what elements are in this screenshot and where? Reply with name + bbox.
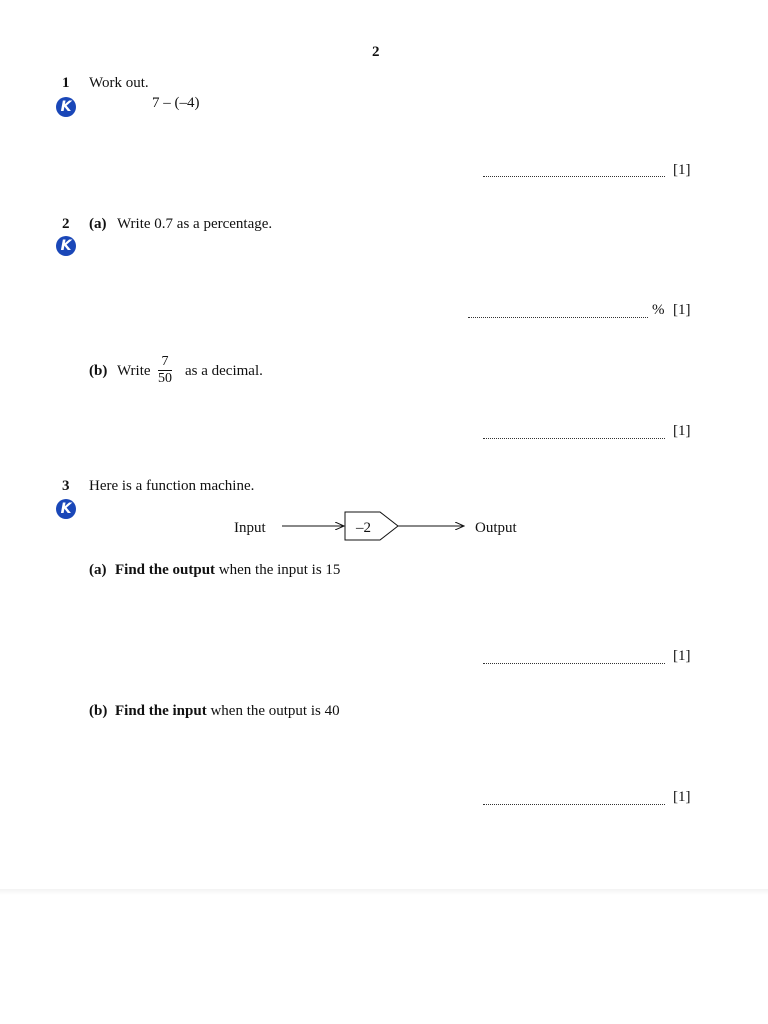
question-2-number: 2 [62, 216, 70, 232]
question-2a-unit: % [652, 302, 665, 318]
page-bottom-edge [0, 889, 768, 895]
question-2b-answer-line[interactable] [483, 437, 665, 439]
question-3b-text-bold: Find the input [115, 703, 207, 719]
page-number: 2 [372, 44, 380, 60]
function-machine-output-label: Output [475, 520, 517, 536]
operation-box [345, 512, 398, 540]
k-badge-icon: K [56, 236, 76, 256]
question-2a-answer-line[interactable] [468, 316, 648, 318]
question-3a-text-rest: when the input is 15 [215, 562, 341, 578]
question-2a-mark: [1] [673, 302, 691, 318]
question-1-prompt: Work out. [89, 75, 149, 91]
question-3a-label: (a) [89, 562, 107, 578]
question-3a-mark: [1] [673, 648, 691, 664]
question-3a-answer-line[interactable] [483, 662, 665, 664]
fraction-numerator: 7 [161, 354, 169, 369]
question-3b-label: (b) [89, 703, 108, 719]
question-3-prompt: Here is a function machine. [89, 478, 255, 494]
question-3-number: 3 [62, 478, 70, 494]
question-1-mark: [1] [673, 162, 691, 178]
question-3a-text-bold: Find the output [115, 562, 216, 578]
function-machine-input-label: Input [234, 520, 266, 536]
question-2b-text-before: Write [117, 363, 151, 379]
question-2b-label: (b) [89, 363, 108, 379]
question-3b-mark: [1] [673, 789, 691, 805]
question-1-number: 1 [62, 75, 70, 91]
question-3a-text [115, 562, 340, 579]
function-machine-operation: –2 [356, 520, 371, 536]
question-2a-text: Write 0.7 as a percentage. [117, 216, 273, 232]
question-1-expression: 7 – (–4) [152, 95, 200, 111]
question-2a-label: (a) [89, 216, 107, 232]
fraction-denominator: 50 [158, 371, 172, 386]
question-3b-text-rest: when the output is 40 [206, 703, 340, 719]
question-2b-fraction [158, 355, 172, 386]
question-2b-text-after: as a decimal. [185, 363, 263, 379]
k-badge-icon: K [56, 97, 76, 117]
question-2b-mark: [1] [673, 423, 691, 439]
function-machine-diagram [220, 504, 540, 550]
question-1-answer-line[interactable] [483, 175, 665, 177]
k-badge-icon: K [56, 499, 76, 519]
question-3b-answer-line[interactable] [483, 803, 665, 805]
question-3b-text [115, 703, 340, 720]
